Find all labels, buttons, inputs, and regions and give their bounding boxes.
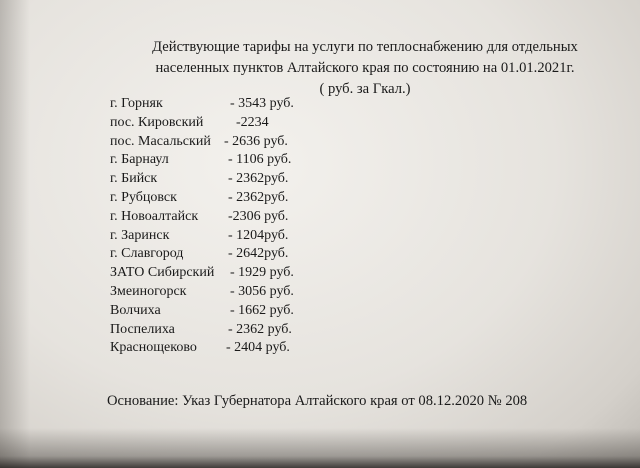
tariff-price: -2234 bbox=[236, 114, 269, 130]
city-name: г. Горняк bbox=[110, 96, 163, 111]
tariff-price: - 3543 руб. bbox=[230, 96, 294, 111]
city-name: Поспелиха bbox=[110, 321, 175, 337]
tariff-price: - 1929 руб. bbox=[230, 265, 294, 281]
city-name: пос. Масальский bbox=[110, 133, 211, 149]
tariff-price: - 2362руб. bbox=[228, 189, 289, 205]
title-line-2: населенных пунктов Алтайского края по состоянию на 01.01.2021г. bbox=[155, 60, 575, 76]
page-shadow-bottom bbox=[0, 428, 640, 468]
tariff-price: - 2404 руб. bbox=[226, 340, 290, 356]
city-name: Краснощеково bbox=[110, 340, 197, 356]
city-name: г. Барнаул bbox=[110, 152, 169, 168]
tariff-price: - 2636 руб. bbox=[224, 133, 288, 149]
tariff-price: - 2362руб. bbox=[228, 171, 289, 187]
tariff-price: - 2362 руб. bbox=[228, 321, 292, 337]
title-line-1: Действующие тарифы на услуги по теплоснабжению для отдельных bbox=[152, 39, 578, 55]
city-name: г. Бийск bbox=[110, 171, 158, 187]
city-name: г. Славгород bbox=[110, 246, 184, 262]
city-name: пос. Кировский bbox=[110, 114, 204, 130]
tariff-price: - 2642руб. bbox=[228, 246, 289, 262]
city-name: г. Рубцовск bbox=[110, 189, 177, 205]
title-line-3: ( руб. за Гкал.) bbox=[319, 81, 411, 97]
city-name: Змеиногорск bbox=[110, 283, 187, 299]
tariff-price: - 1204руб. bbox=[228, 227, 289, 243]
city-name: г. Заринск bbox=[110, 227, 170, 243]
document-footer: Основание: Указ Губернатора Алтайского края от 08.12.2020 № 208 bbox=[107, 393, 528, 409]
page-shadow-left bbox=[0, 0, 30, 468]
city-name: Волчиха bbox=[110, 302, 161, 318]
tariff-price: -2306 руб. bbox=[228, 208, 289, 224]
document-title bbox=[95, 37, 635, 100]
city-name: г. Новоалтайск bbox=[110, 208, 199, 224]
tariff-price: - 3056 руб. bbox=[230, 283, 294, 299]
city-name: ЗАТО Сибирский bbox=[110, 265, 215, 281]
tariff-price: - 1106 руб. bbox=[228, 152, 292, 168]
tariff-price: - 1662 руб. bbox=[230, 302, 294, 318]
